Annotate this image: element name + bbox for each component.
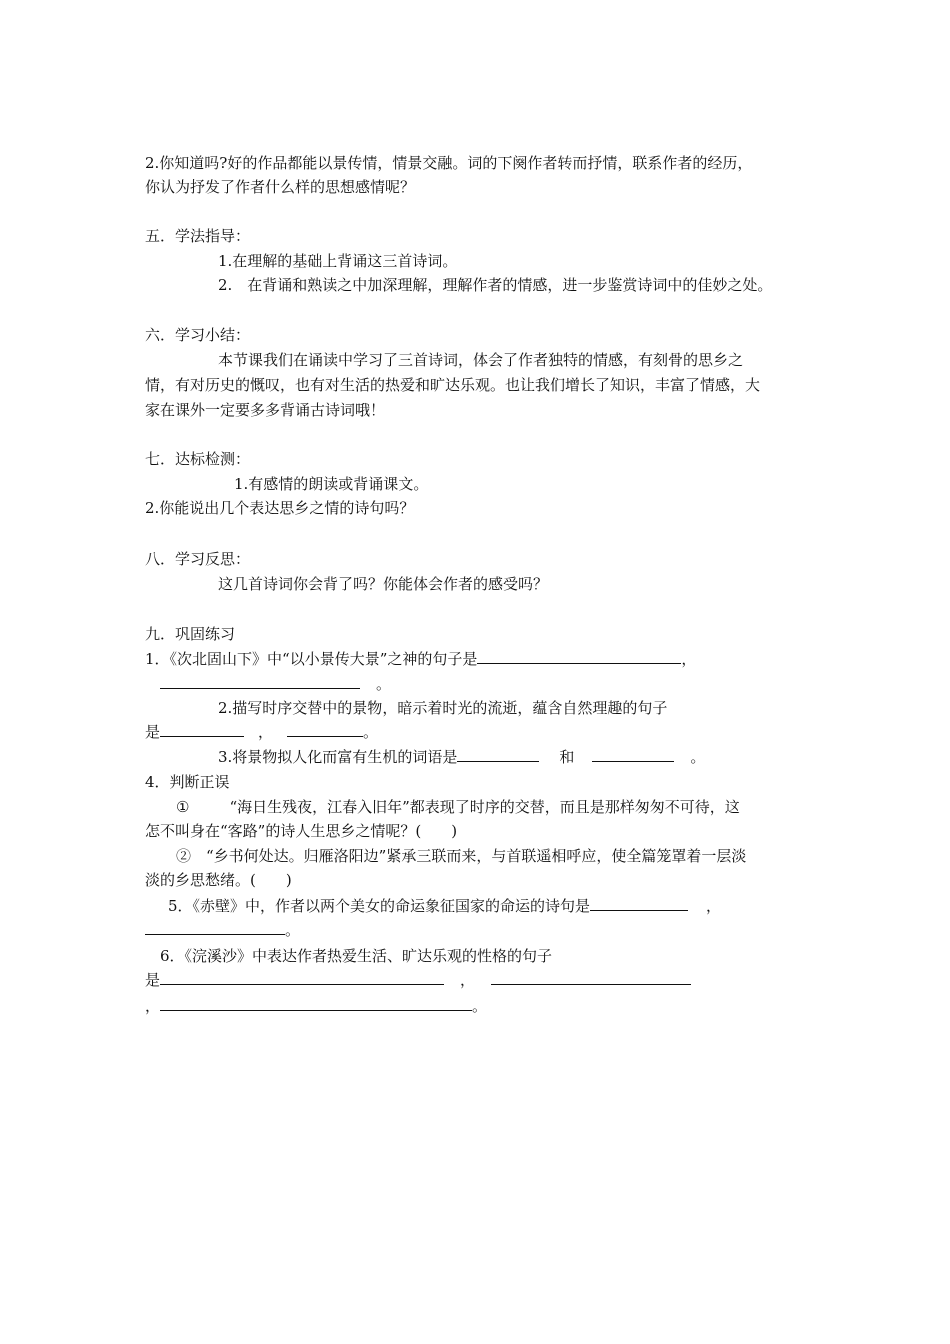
section-6-line-3: 家在课外一定要多多背诵古诗词哦！ <box>145 401 386 419</box>
exercise-6-blank-2[interactable] <box>491 970 691 985</box>
exercise-3-blank-1[interactable] <box>457 747 539 762</box>
exercise-3-blank-2[interactable] <box>592 747 674 762</box>
exercise-1-blank-1[interactable] <box>477 649 681 664</box>
exercise-2-line-2: 是 ， 。 <box>145 723 379 741</box>
exercise-4-a-line-2: 怎不叫身在“客路”的诗人生思乡之情呢？( ) <box>145 822 458 840</box>
question-2-line-1: 2.你知道吗?好的作品都能以景传情，情景交融。词的下阕作者转而抒情，联系作者的经历， <box>145 154 753 172</box>
exercise-1-text: 1．《次北固山下》中“以小景传大景”之神的句子是 <box>145 650 478 668</box>
exercise-6-line-1: 6．《浣溪沙》中表达作者热爱生活、旷达乐观的性格的句子 <box>160 947 553 965</box>
section-6-heading: 六．学习小结： <box>145 326 251 344</box>
exercise-6-line-3: ， 。 <box>145 997 488 1015</box>
exercise-1-line-1: 1．《次北固山下》中“以小景传大景”之神的句子是 ， <box>145 650 697 668</box>
section-7-heading: 七．达标检测： <box>145 450 251 468</box>
section-8-line-1: 这几首诗词你会背了吗？你能体会作者的感受吗？ <box>218 575 549 593</box>
exercise-4-b-line-2: 淡的乡思愁绪。( ) <box>145 871 292 889</box>
question-2-line-2: 你认为抒发了作者什么样的思想感情呢？ <box>145 178 416 196</box>
section-5-item-1: 1.在理解的基础上背诵这三首诗词。 <box>218 252 458 270</box>
exercise-3: 3.将景物拟人化而富有生机的词语是 和 。 <box>218 748 706 766</box>
section-6-line-2: 情，有对历史的慨叹，也有对生活的热爱和旷达乐观。也让我们增长了知识，丰富了情感，大 <box>145 376 761 394</box>
exercise-2-blank-1[interactable] <box>160 722 244 737</box>
section-9-heading: 九．巩固练习 <box>145 625 236 643</box>
exercise-5-line-1: 5．《赤壁》中，作者以两个美女的命运象征国家的命运的诗句是 ， <box>168 897 722 915</box>
exercise-2-blank-2[interactable] <box>287 722 363 737</box>
exercise-5-line-2: 。 <box>145 920 300 940</box>
section-7-item-2: 2.你能说出几个表达思乡之情的诗句吗？ <box>145 499 415 517</box>
section-7-item-1: 1.有感情的朗读或背诵课文。 <box>234 475 429 493</box>
exercise-5-blank-1[interactable] <box>590 896 688 911</box>
exercise-4-heading: 4．判断正误 <box>145 773 230 791</box>
section-6-line-1: 本节课我们在诵读中学习了三首诗词，体会了作者独特的情感，有刻骨的思乡之 <box>218 351 744 369</box>
section-5-item-2: 2. 在背诵和熟读之中加深理解，理解作者的情感，进一步鉴赏诗词中的佳妙之处。 <box>218 276 773 294</box>
section-8-heading: 八．学习反思： <box>145 550 251 568</box>
exercise-6-blank-3[interactable] <box>160 996 472 1011</box>
section-5-heading: 五．学法指导： <box>145 227 251 245</box>
exercise-1-line-2: 。 <box>160 674 391 694</box>
exercise-1-blank-2[interactable] <box>160 674 360 689</box>
exercise-5-blank-2[interactable] <box>145 920 285 935</box>
exercise-6-blank-1[interactable] <box>160 970 444 985</box>
exercise-4-a-line-1: ① “海日生残夜，江春入旧年”都表现了时序的交替，而且是那样匆匆不可待，这 <box>176 798 740 816</box>
exercise-2-line-1: 2.描写时序交替中的景物，暗示着时光的流逝，蕴含自然理趣的句子 <box>218 699 668 717</box>
exercise-4-b-line-1: ② “乡书何处达。归雁洛阳边”紧承三联而来，与首联遥相呼应，使全篇笼罩着一层淡 <box>176 847 747 865</box>
exercise-6-line-2: 是 ， <box>145 970 691 990</box>
